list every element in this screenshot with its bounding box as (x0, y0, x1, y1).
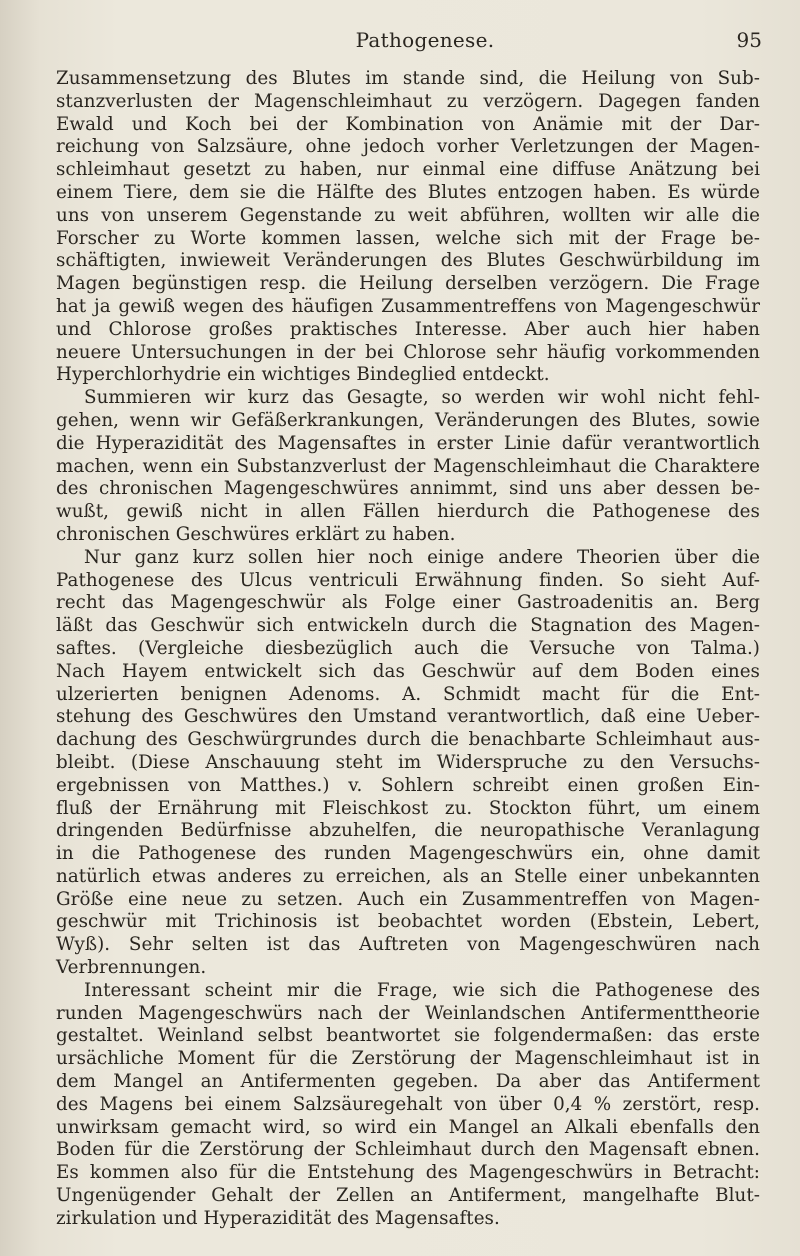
text-line: recht das Magengeschwür als Folge einer Gastroadenitis an. Berg (56, 592, 760, 614)
text-line: schleimhaut gesetzt zu haben, nur einmal eine diffuse Anätzung bei (56, 159, 760, 181)
text-line: wußt, gewiß nicht in allen Fällen hierdurch die Pathogenese des (56, 501, 760, 523)
text-line: geschwür mit Trichinosis ist beobachtet worden (Ebstein, Lebert, (56, 911, 760, 933)
page-number: 95 (736, 28, 762, 52)
text-line: und Chlorose großes praktisches Interesse. Aber auch hier haben (56, 318, 760, 340)
text-line: runden Magengeschwürs nach der Weinlandschen Antifermenttheorie (56, 1002, 760, 1024)
text-line: hat ja gewiß wegen des häufigen Zusammentreffens von Magengeschwür (56, 295, 760, 317)
text-line: gehen, wenn wir Gefäßerkrankungen, Veränderungen des Blutes, sowie (56, 409, 760, 431)
text-line: ursächliche Moment für die Zerstörung der Magenschleimhaut ist in (56, 1048, 760, 1070)
text-line: neuere Untersuchungen in der bei Chlorose sehr häufig vorkommenden (56, 341, 760, 363)
text-line: machen, wenn ein Substanzverlust der Magenschleimhaut die Charaktere (56, 455, 760, 477)
text-line: Nach Hayem entwickelt sich das Geschwür auf dem Boden eines (56, 660, 760, 682)
text-line: bleibt. (Diese Anschauung steht im Widerspruche zu den Versuchs- (56, 751, 760, 773)
text-line: dem Mangel an Antifermenten gegeben. Da aber das Antiferment (56, 1071, 760, 1093)
text-line: Interessant scheint mir die Frage, wie sich die Pathogenese des (84, 979, 760, 1001)
text-line: chronischen Geschwüres erklärt zu haben. (56, 523, 456, 545)
running-title: Pathogenese. (355, 28, 495, 52)
text-line: Magen begünstigen resp. die Heilung derselben verzögern. Die Frage (56, 273, 760, 295)
text-line: reichung von Salzsäure, ohne jedoch vorher Verletzungen der Magen- (56, 136, 760, 158)
text-line: Größe eine neue zu setzen. Auch ein Zusammentreffen von Magen- (56, 888, 760, 910)
text-line: dachung des Geschwürgrundes durch die benachbarte Schleimhaut aus- (56, 729, 760, 751)
text-line: fluß der Ernährung mit Fleischkost zu. Stockton führt, um einem (56, 797, 760, 819)
text-line: die Hyperazidität des Magensaftes in erster Linie dafür verantwortlich (56, 432, 760, 454)
text-line: Pathogenese des Ulcus ventriculi Erwähnung finden. So sieht Auf- (56, 569, 760, 591)
text-line: einem Tiere, dem sie die Hälfte des Blutes entzogen haben. Es würde (56, 181, 760, 203)
text-line: Zusammensetzung des Blutes im stande sind, die Heilung von Sub- (56, 68, 760, 89)
text-line: schäftigten, inwieweit Veränderungen des Blutes Geschwürbildung im (56, 250, 760, 272)
text-line: des chronischen Magengeschwüres annimmt, sind uns aber dessen be- (56, 478, 760, 500)
text-line: saftes. (Vergleiche diesbezüglich auch die Versuche von Talma.) (56, 637, 760, 659)
body-text (56, 68, 760, 1231)
running-head (88, 22, 762, 54)
text-line: stanzverlusten der Magenschleimhaut zu verzögern. Dagegen fanden (56, 90, 760, 112)
text-line: des Magens bei einem Salzsäuregehalt von über 0,4 % zerstört, resp. (56, 1093, 760, 1115)
text-line: Hyperchlorhydrie ein wichtiges Bindeglied entdeckt. (56, 364, 550, 386)
text-line: Boden für die Zerstörung der Schleimhaut durch den Magensaft ebnen. (56, 1139, 760, 1161)
text-line: gestaltet. Weinland selbst beantwortet sie folgendermaßen: das erste (56, 1025, 760, 1047)
text-line: Ewald und Koch bei der Kombination von Anämie mit der Dar- (56, 113, 760, 135)
text-line: ergebnissen von Matthes.) v. Sohlern schreibt einen großen Ein- (56, 774, 760, 796)
text-line: zirkulation und Hyperazidität des Magensaftes. (56, 1207, 500, 1229)
text-line: unwirksam gemacht wird, so wird ein Mangel an Alkali ebenfalls den (56, 1116, 760, 1138)
text-line: läßt das Geschwür sich entwickeln durch die Stagnation des Magen- (56, 615, 760, 637)
text-line: Wyß). Sehr selten ist das Auftreten von Magengeschwüren nach (56, 934, 760, 956)
text-line: Nur ganz kurz sollen hier noch einige andere Theorien über die (84, 546, 760, 568)
text-line: dringenden Bedürfnisse abzuhelfen, die neuropathische Veranlagung (56, 820, 760, 842)
text-line: Verbrennungen. (56, 957, 207, 979)
text-line: uns von unserem Gegenstande zu weit abführen, wollten wir alle die (56, 204, 760, 226)
text-line: Ungenügender Gehalt der Zellen an Antiferment, mangelhafte Blut- (56, 1185, 760, 1207)
text-line: Summieren wir kurz das Gesagte, so werden wir wohl nicht fehl- (84, 387, 760, 409)
text-line: Forscher zu Worte kommen lassen, welche sich mit der Frage be- (56, 227, 760, 249)
text-line: in die Pathogenese des runden Magengeschwürs ein, ohne damit (56, 843, 760, 865)
text-line: stehung des Geschwüres den Umstand verantwortlich, daß eine Ueber- (56, 706, 760, 728)
text-line: Es kommen also für die Entstehung des Magengeschwürs in Betracht: (56, 1162, 760, 1184)
text-line: natürlich etwas anderes zu erreichen, als an Stelle einer unbekannten (56, 865, 760, 887)
text-line: ulzerierten benignen Adenoms. A. Schmidt macht für die Ent- (56, 683, 760, 705)
